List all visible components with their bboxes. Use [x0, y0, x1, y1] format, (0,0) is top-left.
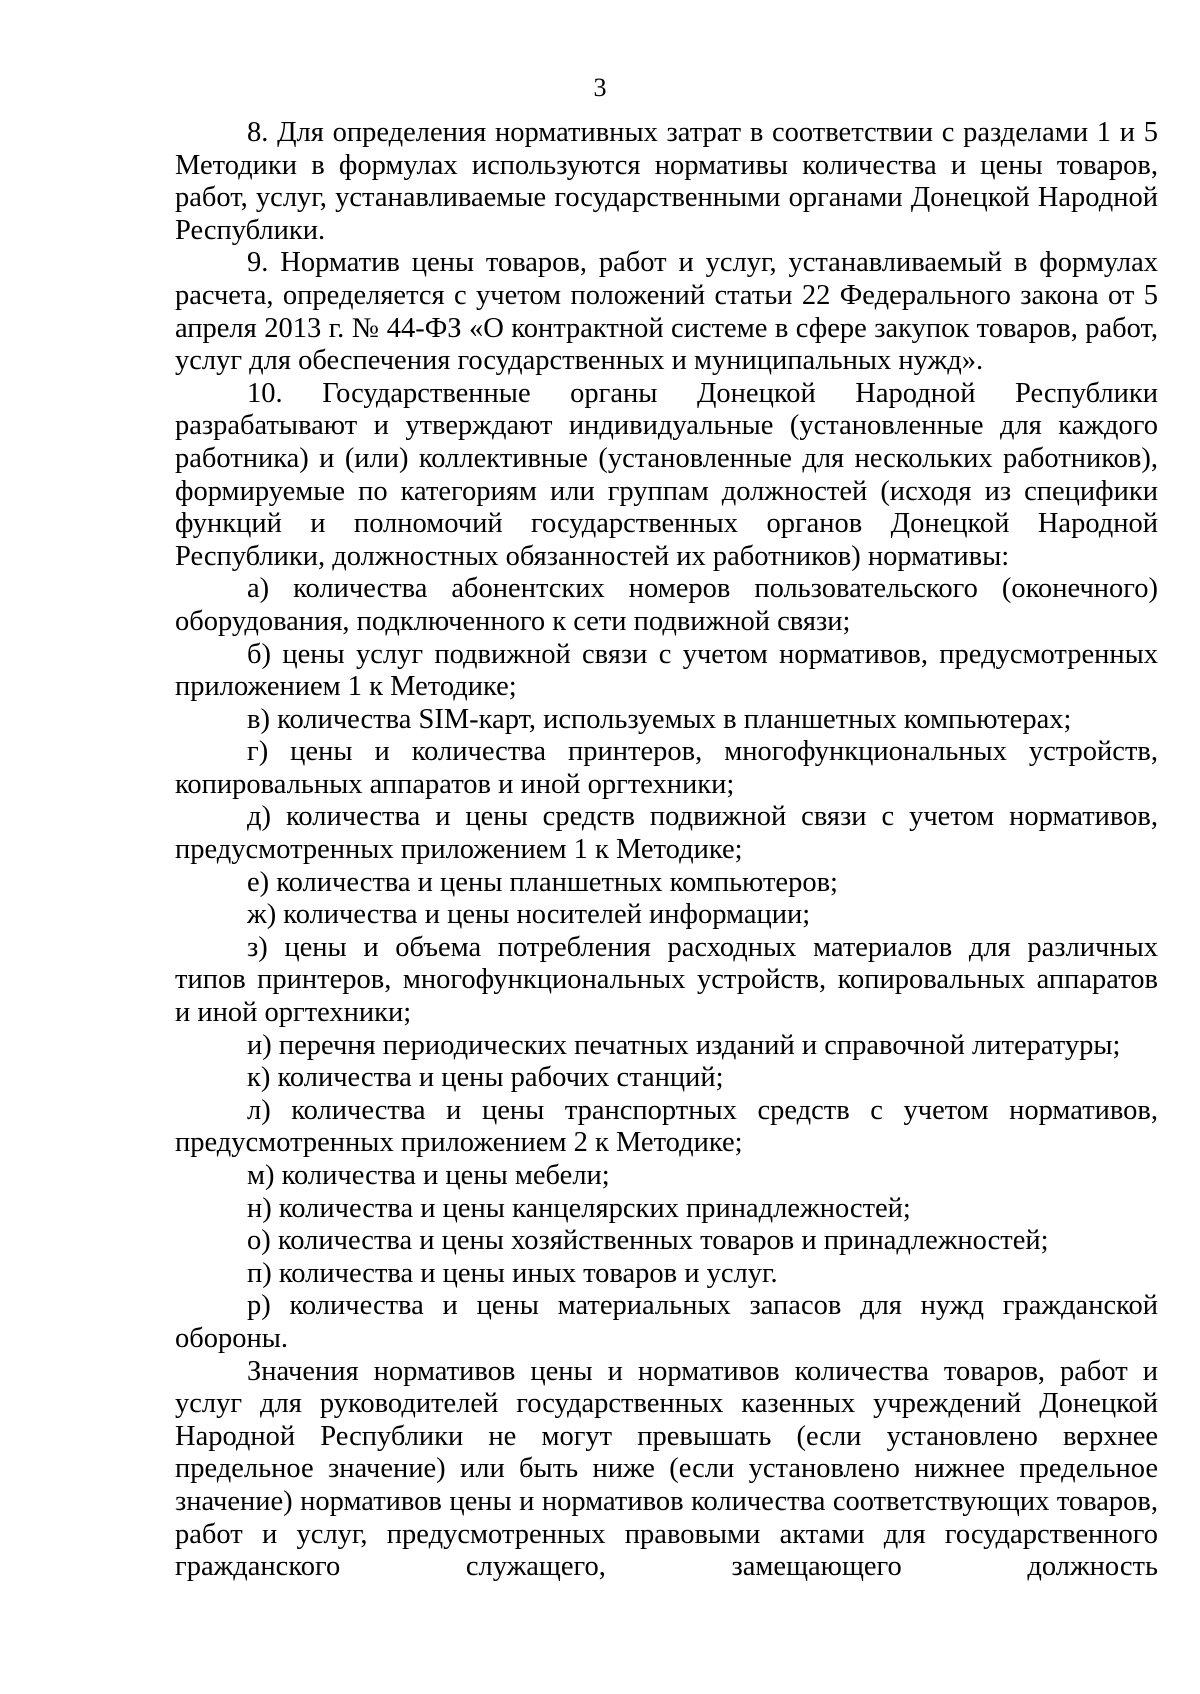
list-item-e: е) количества и цены планшетных компьютеров; — [247, 866, 838, 898]
list-item-o: о) количества и цены хозяйственных товаров и принадлежностей; — [247, 1225, 1049, 1257]
list-item-b: б) цены услуг подвижной связи с учетом нормативов, предусмотренных приложением 1 к Методике; — [175, 638, 1158, 703]
list-item-k: к) количества и цены рабочих станций; — [247, 1062, 724, 1094]
list-item-zh: ж) количества и цены носителей информации; — [247, 899, 811, 931]
list-item-d: д) количества и цены средств подвижной связи с учетом нормативов, предусмотренных приложением 1 к Методике; — [175, 801, 1158, 866]
list-item-r: р) количества и цены материальных запасов для нужд гражданской обороны. — [175, 1290, 1158, 1354]
paragraph-norm-values: Значения нормативов цены и нормативов количества товаров, работ и услуг для руководителей государственных казенных учреждений Донецкой Народной Республики не могут превышать (если установлено верхнее предельное значение) или быть ниже (если установлено нижнее предельное значение) нормативов цены и нормативов количества соответствующих товаров, работ и услуг, предусмотренных правовыми актами для государственного гражданского служащего, замещающего должность — [175, 1355, 1158, 1583]
list-item-p: п) количества и цены иных товаров и услуг. — [247, 1257, 778, 1289]
list-item-z: з) цены и объема потребления расходных материалов для различных типов принтеров, многофункциональных устройств, копировальных аппаратов и иной оргтехники; — [175, 931, 1158, 1029]
document-body — [175, 117, 1158, 1584]
list-item-a: а) количества абонентских номеров пользовательского (оконечного) оборудования, подключенного к сети подвижной связи; — [175, 573, 1158, 637]
list-item-n: н) количества и цены канцелярских принадлежностей; — [247, 1192, 911, 1224]
paragraph-8: 8. Для определения нормативных затрат в соответствии с разделами 1 и 5 Методики в формулах используются нормативы количества и цены товаров, работ, услуг, устанавливаемые государственными органами Донецкой Народной Республики. — [175, 117, 1158, 246]
list-item-i: и) перечня периодических печатных изданий и справочной литературы; — [247, 1029, 1121, 1061]
list-item-m: м) количества и цены мебели; — [247, 1160, 610, 1191]
list-item-l: л) количества и цены транспортных средств с учетом нормативов, предусмотренных приложением 2 к Методике; — [175, 1094, 1158, 1159]
paragraph-10: 10. Государственные органы Донецкой Народной Республики разрабатывают и утверждают индивидуальные (установленные для каждого работника) и (или) коллективные (установленные для нескольких работников), формируемые по категориям или группам должностей (исходя из специфики функций и полномочий государственных органов Донецкой Народной Республики, должностных обязанностей их работников) нормативы: — [175, 377, 1158, 572]
list-item-v: в) количества SIM-карт, используемых в планшетных компьютерах; — [247, 703, 1072, 735]
list-item-g: г) цены и количества принтеров, многофункциональных устройств, копировальных аппаратов и иной оргтехники; — [175, 736, 1158, 800]
page-number: 3 — [593, 73, 607, 102]
paragraph-9: 9. Норматив цены товаров, работ и услуг, устанавливаемый в формулах расчета, определяется с учетом положений статьи 22 Федерального закона от 5 апреля 2013 г. № 44-ФЗ «О контрактной системе в сфере закупок товаров, работ, услуг для обеспечения государственных и муниципальных нужд». — [175, 247, 1158, 377]
